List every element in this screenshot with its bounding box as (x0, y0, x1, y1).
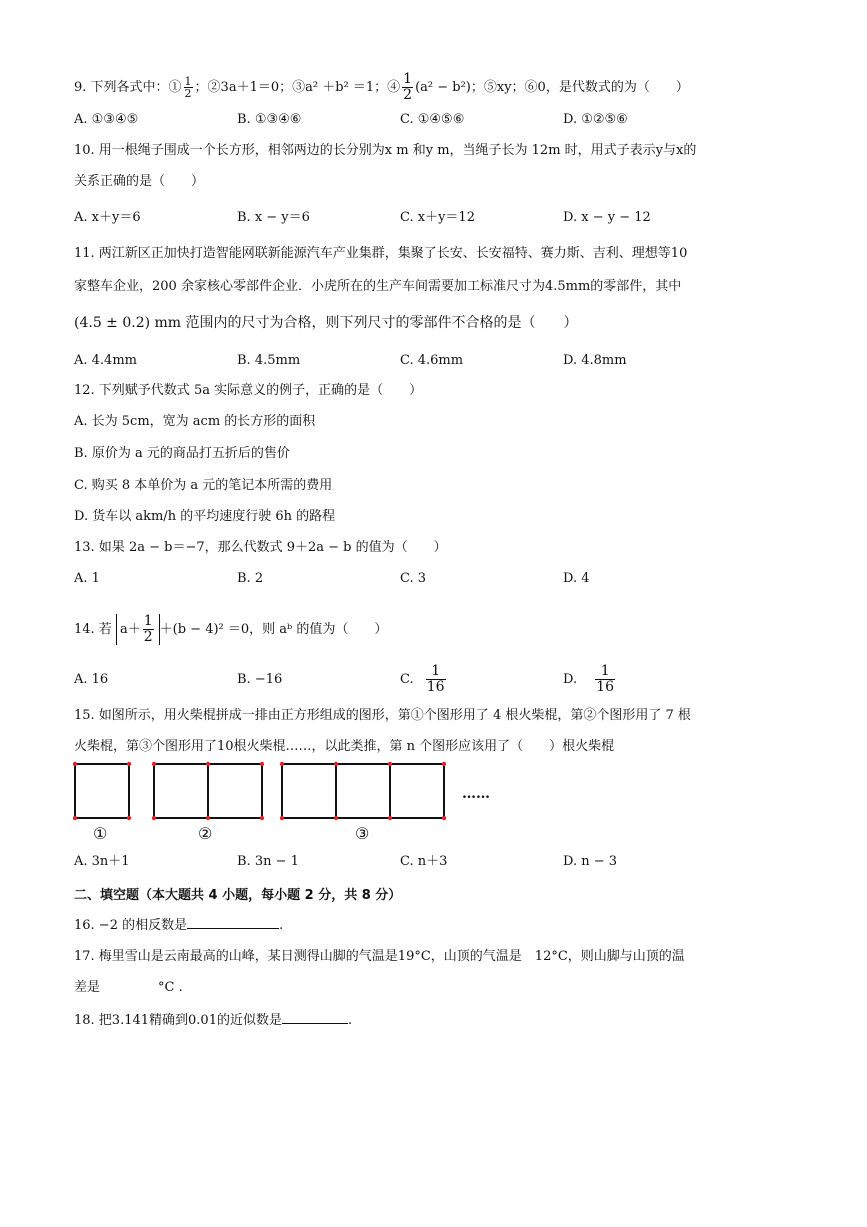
q16-answer-blank[interactable] (187, 916, 279, 929)
q9-fraction-4: $\frac{1}{2}$ (403, 71, 413, 103)
q9-stem-c: (a² − b²)；⑤xy；⑥0，是代数式的为（ ） (415, 80, 689, 95)
q12-stem: 12. 下列赋予代数式 5a 实际意义的例子，正确的是（ ） (74, 383, 423, 398)
q15-figure-label-3: ③ (355, 824, 370, 843)
q17-text-a: 差是 (74, 980, 101, 995)
q17-stem-line2 (74, 978, 183, 998)
q15-figure-label-2: ② (198, 824, 213, 843)
q14-option-c[interactable] (400, 660, 448, 700)
q14-abs-left: a＋ (119, 622, 141, 637)
q14-stem-a: 14. 若 (74, 622, 112, 637)
figure-3-square-2 (336, 764, 390, 818)
q12-option-c[interactable]: C. 购买 8 本单价为 a 元的笔记本所需的费用 (74, 478, 333, 493)
q11-stem-line3: (4.5 ± 0.2) mm 范围内的尺寸为合格，则下列尺寸的零部件不合格的是（ ） (74, 315, 578, 331)
q13-option-c[interactable]: C. 3 (400, 571, 427, 586)
q9-stem-b: ；②3a＋1＝0；③a² ＋b² ＝1；④ (194, 80, 401, 95)
q15-option-b[interactable]: B. 3n − 1 (237, 854, 299, 869)
figure-1-square (75, 764, 129, 818)
q9-option-c[interactable]: C. ①④⑤⑥ (400, 112, 465, 127)
q15-option-a[interactable]: A. 3n＋1 (74, 854, 130, 869)
q14-option-c-label: C. (400, 672, 414, 687)
q15-option-c[interactable]: C. n＋3 (400, 854, 448, 869)
q15-stem-line1: 15. 如图所示，用火柴棍拼成一排由正方形组成的图形，第①个图形用了 4 根火柴棍，第②个图形用了 7 根 (74, 708, 691, 723)
figure-2-square-1 (154, 764, 208, 818)
figure-3-square-3 (390, 764, 444, 818)
q17-stem-line1: 17. 梅里雪山是云南最高的山峰，某日测得山脚的气温是19°C，山顶的气温是 12°C，则山脚与山顶的温 (74, 949, 685, 964)
section-fill-in-title: 二、填空题（本大题共 4 小题，每小题 2 分，共 8 分） (74, 888, 402, 903)
q10-option-a[interactable]: A. x＋y＝6 (74, 210, 141, 225)
q14-option-a[interactable]: A. 16 (74, 672, 109, 687)
q14-option-d-label: D. (563, 672, 578, 687)
q11-option-c[interactable]: C. 4.6mm (400, 353, 464, 368)
q15-figure-label-1: ① (93, 824, 108, 843)
q14-stem (74, 614, 387, 645)
q14-option-b[interactable]: B. −16 (237, 672, 283, 687)
figure-2-square-2 (208, 764, 262, 818)
q10-option-c[interactable]: C. x＋y＝12 (400, 210, 475, 225)
q14-stem-b: ＋(b − 4)² ＝0，则 aᵇ 的值为（ ） (159, 622, 388, 637)
q9-fraction-1: $\frac{1}{2}$ (184, 75, 192, 100)
q10-option-d[interactable]: D. x − y − 12 (563, 210, 651, 225)
q17-text-b: °C . (158, 980, 183, 995)
q15-matchstick-figure (66, 760, 506, 850)
q11-option-d[interactable]: D. 4.8mm (563, 353, 627, 368)
q15-stem-line2: 火柴棍，第③个图形用了10根火柴棍……，以此类推，第 n 个图形应该用了（ ）根火柴棍 (74, 739, 615, 754)
q11-stem-line1: 11. 两江新区正加快打造智能网联新能源汽车产业集群，集聚了长安、长安福特、赛力斯、吉利、理想等10 (74, 246, 688, 261)
q14-option-d[interactable] (563, 660, 617, 700)
q18-stem (74, 1011, 352, 1031)
q11-option-b[interactable]: B. 4.5mm (237, 353, 301, 368)
q13-option-a[interactable]: A. 1 (74, 571, 100, 586)
q10-stem-line1: 10. 用一根绳子围成一个长方形，相邻两边的长分别为x m 和y m，当绳子长为 12m 时，用式子表示y与x的 (74, 143, 697, 158)
q14-abs-value (116, 614, 160, 645)
q16-text: 16. −2 的相反数是 (74, 918, 188, 933)
q9-stem-a: 9. 下列各式中：① (74, 80, 182, 95)
q18-end: . (347, 1013, 353, 1028)
q9-option-d[interactable]: D. ①②⑤⑥ (563, 112, 628, 127)
q16-end: . (279, 918, 284, 933)
q9-option-a[interactable]: A. ①③④⑤ (74, 112, 139, 127)
q11-stem-line2: 家整车企业，200 余家核心零部件企业．小虎所在的生产车间需要加工标准尺寸为4.5mm的零部件，其中 (74, 279, 682, 294)
q12-option-d[interactable]: D. 货车以 akm/h 的平均速度行驶 6h 的路程 (74, 509, 336, 524)
q14-fraction: $\frac{1}{2}$ (143, 613, 153, 645)
q18-answer-blank[interactable] (282, 1011, 348, 1024)
q10-stem-line2: 关系正确的是（ ） (74, 174, 205, 189)
q18-text: 18. 把3.141精确到0.01的近似数是 (74, 1013, 282, 1028)
q9-stem (74, 72, 689, 103)
q14-option-d-fraction: $\frac{1}{16}$ (596, 663, 615, 695)
q15-ellipsis: …… (462, 786, 490, 802)
q12-option-b[interactable]: B. 原价为 a 元的商品打五折后的售价 (74, 446, 290, 461)
q10-option-b[interactable]: B. x − y＝6 (237, 210, 310, 225)
q14-option-c-fraction: $\frac{1}{16}$ (426, 663, 445, 695)
q15-option-d[interactable]: D. n − 3 (563, 854, 618, 869)
q13-option-d[interactable]: D. 4 (563, 571, 590, 586)
figure-3-square-1 (282, 764, 336, 818)
q12-option-a[interactable]: A. 长为 5cm，宽为 acm 的长方形的面积 (74, 414, 316, 429)
q9-option-b[interactable]: B. ①③④⑥ (237, 112, 302, 127)
q11-option-a[interactable]: A. 4.4mm (74, 353, 137, 368)
q16-stem (74, 916, 283, 936)
q13-stem: 13. 如果 2a − b＝−7，那么代数式 9＋2a − b 的值为（ ） (74, 540, 447, 555)
q13-option-b[interactable]: B. 2 (237, 571, 264, 586)
